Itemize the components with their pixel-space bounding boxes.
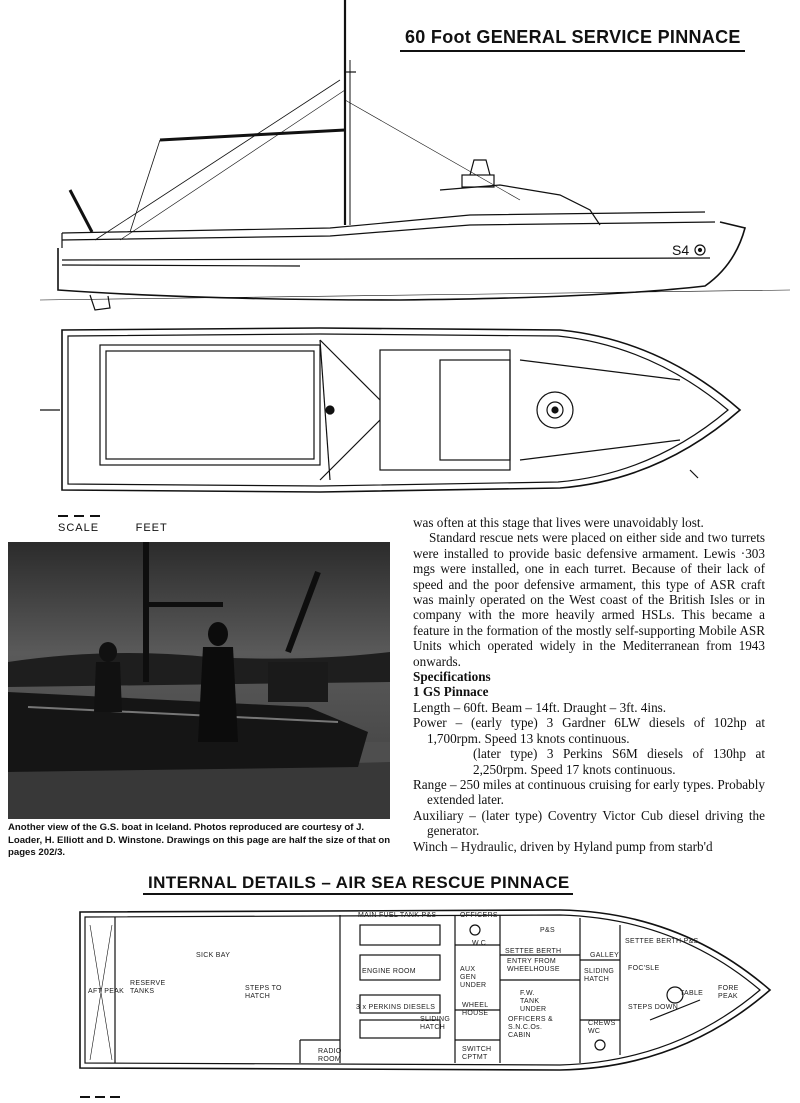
spec-item: Power – (early type) 3 Gardner 6LW diesels of 102hp at 1,700rpm. Speed 13 knots continuous.: [413, 715, 765, 746]
steps-down-label: STEPS DOWN: [628, 1004, 679, 1011]
bottom-scale-bar: [80, 1085, 125, 1103]
spec-heading: Specifications: [413, 669, 491, 685]
radio-room-label: RADIO ROOM: [318, 1048, 342, 1063]
focsle-label: FOC'SLE: [628, 965, 660, 972]
scale-label: SCALE: [58, 522, 100, 534]
officers-label: OFFICERS: [460, 912, 498, 919]
internal-details-title: INTERNAL DETAILS – AIR SEA RESCUE PINNACE: [148, 873, 570, 892]
galley-label: GALLEY: [590, 952, 620, 959]
steps-to-hatch-label: STEPS TO HATCH: [245, 985, 282, 1000]
iceland-photo: [8, 542, 390, 819]
ps-label: P&S: [540, 927, 555, 934]
sliding-hatch-label: SLIDING HATCH: [420, 1016, 451, 1031]
sick-bay-label: SICK BAY: [196, 952, 231, 959]
table-label: TABLE: [680, 990, 704, 997]
scale-bar: [58, 510, 168, 534]
body-paragraph: Standard rescue nets were placed on either side and two turrets were installed to provide basic defensive armament. Lewis ·303 mgs were installed, one in each turret. Because of their lack of speed and the poor defensive armament, this type of ASR craft was mainly operated on the West coast of the British Isles or in company with the more heavily armed HSLs. This became a feature in the formation of the mostly self-supporting Mobile ASR Units which operated widely in the Mediterranean from 1943 onwards.: [413, 530, 765, 669]
photo-caption: Another view of the G.S. boat in Iceland. Photos reproduced are courtesy of J. Loader, H. Elliott and D. Winstone. Drawings on this page are half the size of that on pages 202/3.: [8, 822, 391, 858]
aux-gen-under-label: AUX GEN UNDER: [460, 966, 487, 989]
officers-sncos-cabin-label: OFFICERS & S.N.C.Os. CABIN: [508, 1016, 554, 1039]
perkins-diesels-label: 3 x PERKINS DIESELS: [356, 1004, 436, 1011]
fw-tank-under-label: F.W. TANK UNDER: [520, 990, 547, 1013]
hull-number-label: S4: [672, 242, 690, 258]
spec-item: Auxiliary – (later type) Coventry Victor Cub diesel driving the generator.: [413, 807, 765, 839]
entry-from-wheelhouse-label: ENTRY FROM WHEELHOUSE: [507, 958, 560, 973]
pinnace-drawing: [0, 0, 800, 510]
reserve-tanks-label: RESERVE TANKS: [130, 980, 166, 995]
spec-item: (later type) 3 Perkins S6M diesels of 130hp at 2,250rpm. Speed 17 knots continuous.: [473, 746, 765, 777]
spec-item: Range – 250 miles at continuous cruising for early types. Probably extended later.: [413, 776, 765, 808]
page-title: 60 Foot GENERAL SERVICE PINNACE: [405, 27, 741, 47]
sliding-hatch-2-label: SLIDING HATCH: [584, 968, 615, 983]
aft-peak-label: AFT PEAK: [88, 988, 125, 995]
settee-berth-label: SETTEE BERTH: [505, 948, 562, 955]
feet-label: FEET: [135, 522, 168, 534]
wheel-house-label: WHEEL HOUSE: [462, 1002, 489, 1017]
internal-title-underline: [143, 893, 573, 895]
fore-peak-label: FORE PEAK: [718, 985, 739, 1000]
switch-cptmt-label: SWITCH CPTMT: [462, 1046, 492, 1061]
continuation-text: was often at this stage that lives were unavoidably lost.: [413, 515, 704, 530]
spec-item: Length – 60ft. Beam – 14ft. Draught – 3ft. 4ins.: [413, 699, 667, 715]
spec-item: Winch – Hydraulic, driven by Hyland pump from starb'd: [413, 838, 713, 854]
main-fuel-tank-label: MAIN FUEL TANK P&S: [358, 912, 437, 919]
spec-subheading: 1 GS Pinnace: [413, 684, 489, 700]
article-body: [413, 515, 765, 854]
engine-room-label: ENGINE ROOM: [362, 968, 416, 975]
crews-wc-label: CREWS WC: [588, 1020, 616, 1035]
settee-berth-ps-label: SETTEE BERTH P&S: [625, 938, 699, 945]
wc-label: W.C: [472, 940, 487, 947]
